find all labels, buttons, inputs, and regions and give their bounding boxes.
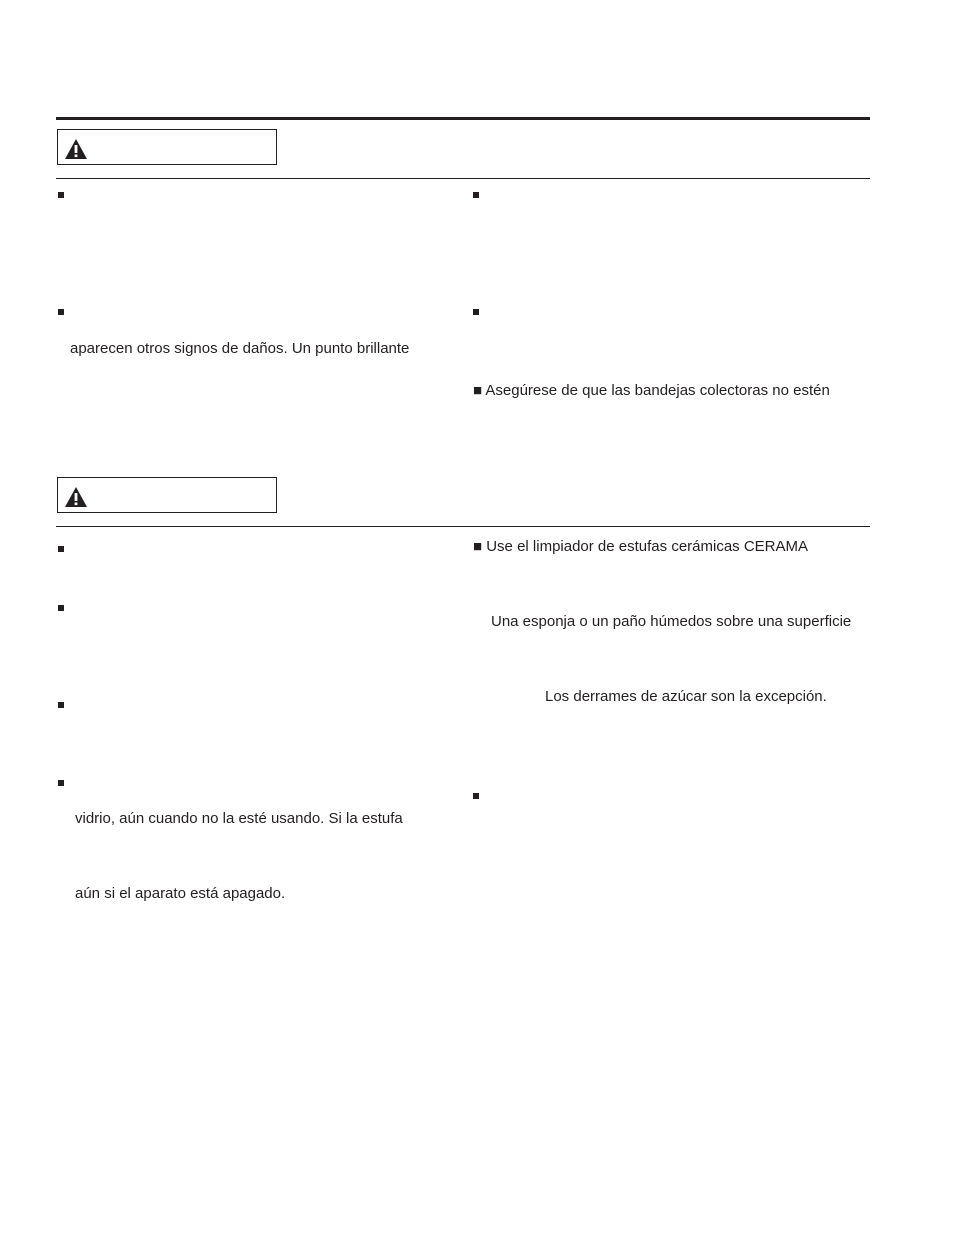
top-rule — [56, 117, 870, 120]
section-2-right-text: ■ Use el limpiador de estufas cerámicas CERAMA — [473, 538, 809, 555]
bullet-marker — [473, 793, 479, 799]
section-2-right-text: Los derrames de azúcar son la excepción. — [545, 688, 827, 705]
section-2-right-text: Una esponja o un paño húmedos sobre una superficie — [491, 613, 852, 630]
bullet-marker — [58, 309, 64, 315]
bullet-marker — [58, 605, 64, 611]
bullet-marker — [58, 192, 64, 198]
section-1-right-text: ■ Asegúrese de que las bandejas colectoras no estén — [473, 382, 830, 399]
warning-box-1 — [57, 129, 277, 165]
bullet-marker — [58, 546, 64, 552]
warning-triangle-icon — [64, 138, 88, 160]
warning-triangle-icon — [64, 486, 88, 508]
section-1-rule — [56, 178, 870, 179]
warning-box-2 — [57, 477, 277, 513]
section-2-left-text: vidrio, aún cuando no la esté usando. Si la estufa — [75, 810, 403, 827]
bullet-marker — [58, 702, 64, 708]
bullet-marker — [473, 309, 479, 315]
section-2-rule — [56, 526, 870, 527]
section-1-left-text: aparecen otros signos de daños. Un punto brillante — [70, 340, 410, 357]
bullet-marker — [473, 192, 479, 198]
bullet-marker — [58, 780, 64, 786]
section-2-left-text: aún si el aparato está apagado. — [75, 885, 286, 902]
